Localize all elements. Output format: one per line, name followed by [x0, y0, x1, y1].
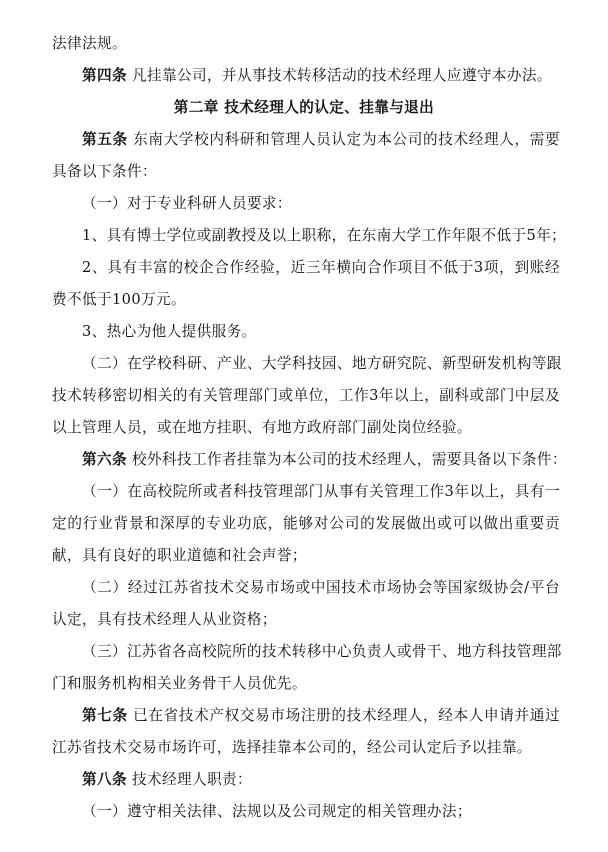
text-line: 法律法规。 [52, 35, 127, 52]
text-line: （一）对于专业科研人员要求： [82, 195, 292, 212]
article-4 [82, 66, 560, 86]
article-8 [82, 770, 560, 790]
article-label: 第四条 [82, 67, 127, 84]
article-text: 技术经理人职责： [132, 771, 252, 788]
article-text: 校外科技工作者挂靠为本公司的技术经理人，需要具备以下条件： [132, 451, 567, 468]
text-line: 献，具有良好的职业道德和社会声誉； [52, 547, 307, 564]
text-line: 1、具有博士学位或副教授及以上职称，在东南大学工作年限不低于5年； [82, 227, 567, 244]
article-text: 东南大学校内科研和管理人员认定为本公司的技术经理人，需要 [133, 131, 561, 148]
text-line: 以上管理人员，或在地方挂职、有地方政府部门副处岗位经验。 [52, 419, 472, 436]
article-6 [82, 450, 567, 470]
article-label: 第七条 [82, 707, 128, 724]
article-5 [82, 130, 560, 150]
article-label: 第六条 [82, 451, 127, 468]
text-line: （二）在学校科研、产业、大学科技园、地方研究院、新型研发机构等跟 [82, 355, 562, 372]
text-line: 门和服务机构相关业务骨干人员优先。 [52, 675, 307, 692]
article-text: 凡挂靠公司，并从事技术转移活动的技术经理人应遵守本办法。 [132, 67, 552, 84]
text-line: （一）在高校院所或者科技管理部门从事有关管理工作3年以上，具有一 [82, 483, 560, 500]
article-text: 已在省技术产权交易市场注册的技术经理人，经本人申请并通过 [133, 707, 561, 724]
text-line: 认定，具有技术经理人从业资格； [52, 611, 277, 628]
text-line: 3、热心为他人提供服务。 [82, 323, 257, 340]
text-line: （一）遵守相关法律、法规以及公司规定的相关管理办法； [82, 803, 472, 820]
text-line: 费不低于100万元。 [52, 291, 187, 308]
article-label: 第八条 [82, 771, 127, 788]
text-line: （二）经过江苏省技术交易市场或中国技术市场协会等国家级协会/平台 [82, 579, 560, 596]
chapter-heading: 第二章 技术经理人的认定、挂靠与退出 [173, 99, 435, 116]
text-line: （三）江苏省各高校院所的技术转移中心负责人或骨干、地方科技管理部 [82, 643, 562, 660]
text-line: 具备以下条件： [52, 163, 157, 180]
text-line: 技术转移密切相关的有关管理部门或单位，工作3年以上，副科或部门中层及 [52, 387, 560, 404]
article-7 [82, 706, 560, 726]
text-line: 2、具有丰富的校企合作经验，近三年横向合作项目不低于3项，到账经 [82, 259, 560, 276]
text-line: 江苏省技术交易市场许可，选择挂靠本公司的，经公司认定后予以挂靠。 [52, 739, 532, 756]
text-line: 定的行业背景和深厚的专业功底，能够对公司的发展做出或可以做出重要贡 [52, 515, 560, 532]
article-label: 第五条 [82, 131, 128, 148]
